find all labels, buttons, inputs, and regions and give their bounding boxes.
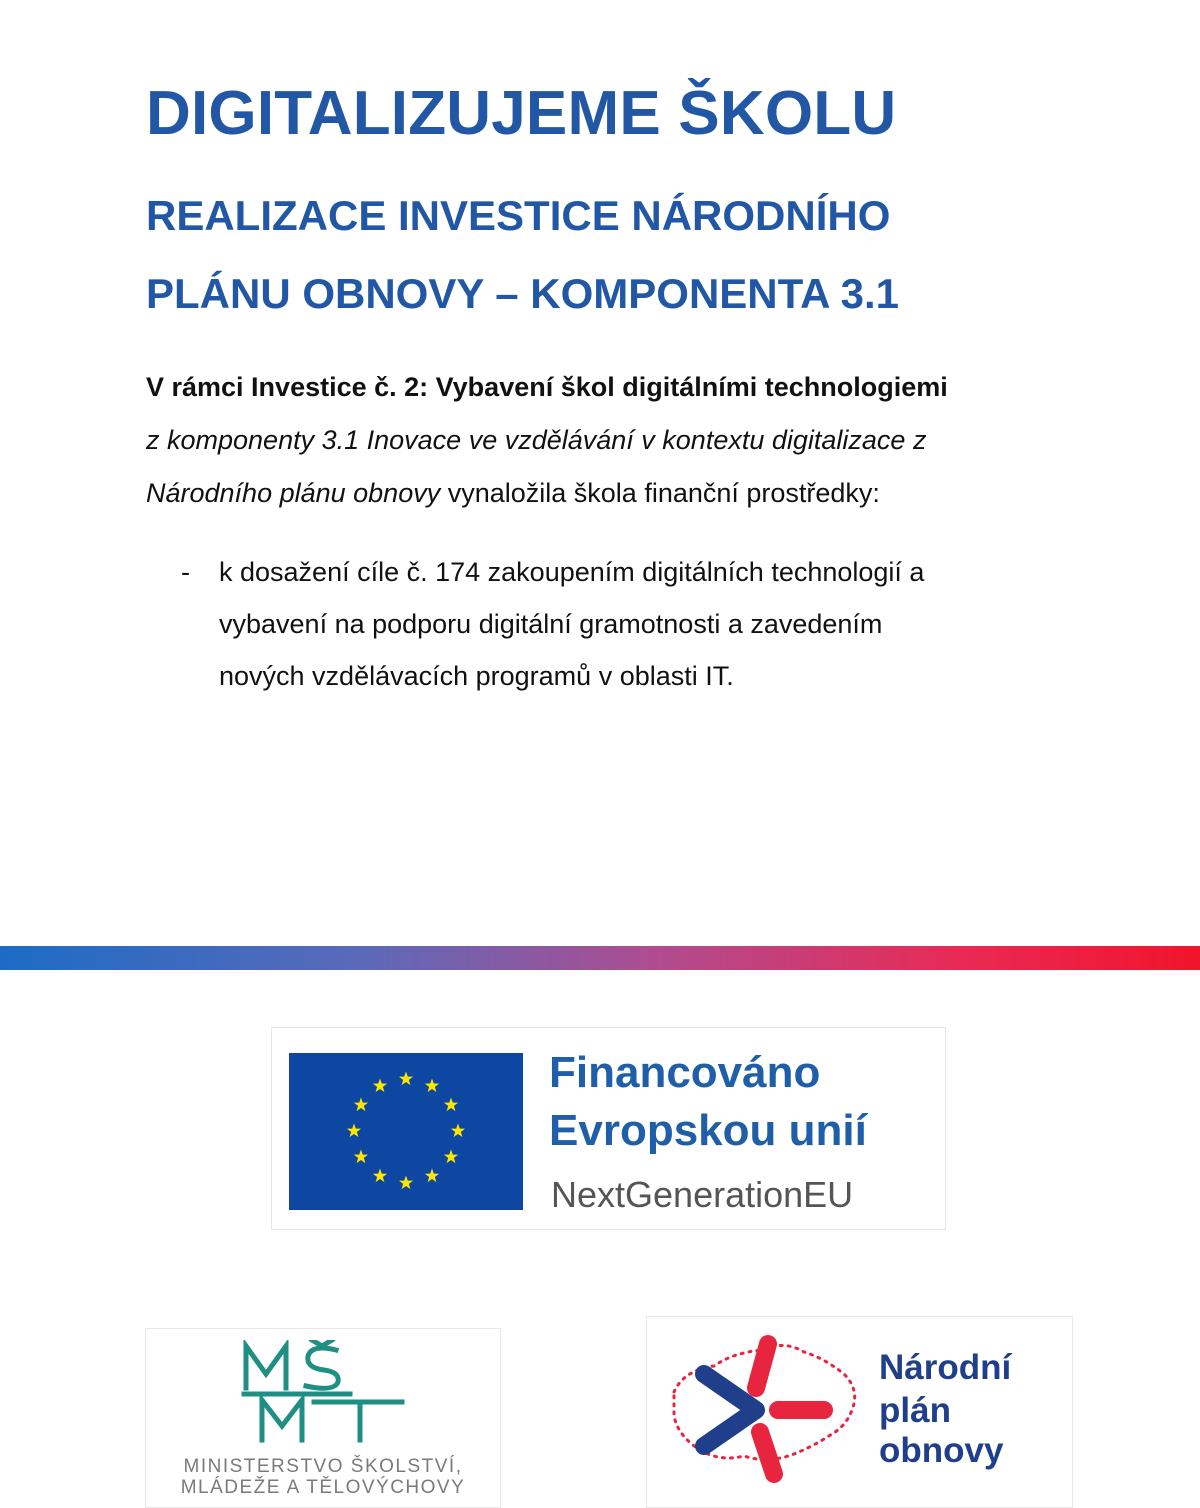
eu-star-icon — [444, 1150, 458, 1164]
bullet-marker: - — [181, 557, 190, 587]
npo-text-narodni: Národní — [879, 1348, 1012, 1387]
eu-star-icon — [354, 1150, 368, 1164]
msmt-text-line-1: MINISTERSTVO ŠKOLSTVÍ, — [183, 1456, 463, 1477]
eu-star-icon — [425, 1169, 439, 1183]
eu-star-icon — [373, 1169, 387, 1183]
msmt-text-line-2: MLÁDEŽE A TĚLOVÝCHOVY — [180, 1477, 466, 1498]
eu-text-evropskou-unii: Evropskou unií — [549, 1106, 867, 1155]
paragraph-line-3 — [146, 478, 880, 509]
bullet-line-2: vybavení na podporu digitální gramotnosti a zavedením — [219, 609, 883, 639]
npo-text-obnovy: obnovy — [879, 1431, 1004, 1470]
paragraph-line-3-italic: Národního plánu obnovy — [146, 478, 441, 508]
eu-flag-icon — [289, 1053, 523, 1210]
eu-star-icon — [373, 1078, 387, 1092]
npo-text-plan: plán — [879, 1391, 951, 1430]
page-title: DIGITALIZUJEME ŠKOLU — [146, 79, 897, 148]
eu-star-icon — [425, 1078, 439, 1092]
bullet-line-3: nových vzdělávacích programů v oblasti IT. — [219, 661, 734, 691]
eu-star-icon — [444, 1098, 458, 1112]
eu-star-icon — [399, 1176, 413, 1190]
eu-flag-stars — [289, 1053, 523, 1210]
paragraph-line-3-regular: vynaložila škola finanční prostředky: — [440, 478, 880, 508]
eu-star-icon — [347, 1124, 361, 1138]
msmt-monogram-icon — [240, 1340, 410, 1444]
npo-mark-icon — [664, 1330, 864, 1490]
paragraph-line-1: V rámci Investice č. 2: Vybavení škol digitálními technologiemi — [146, 372, 948, 402]
eu-star-icon — [399, 1072, 413, 1086]
eu-star-icon — [451, 1124, 465, 1138]
eu-star-icon — [354, 1098, 368, 1112]
subtitle-line-2: PLÁNU OBNOVY – KOMPONENTA 3.1 — [146, 270, 900, 317]
gradient-divider — [0, 946, 1200, 970]
bullet-line-1: k dosažení cíle č. 174 zakoupením digitálních technologií a — [219, 557, 925, 587]
subtitle-line-1: REALIZACE INVESTICE NÁRODNÍHO — [146, 192, 891, 239]
eu-text-nextgeneration: NextGenerationEU — [551, 1174, 854, 1215]
paragraph-line-2: z komponenty 3.1 Inovace ve vzdělávání v kontextu digitalizace z — [146, 425, 927, 455]
eu-text-financovano: Financováno — [549, 1048, 821, 1097]
